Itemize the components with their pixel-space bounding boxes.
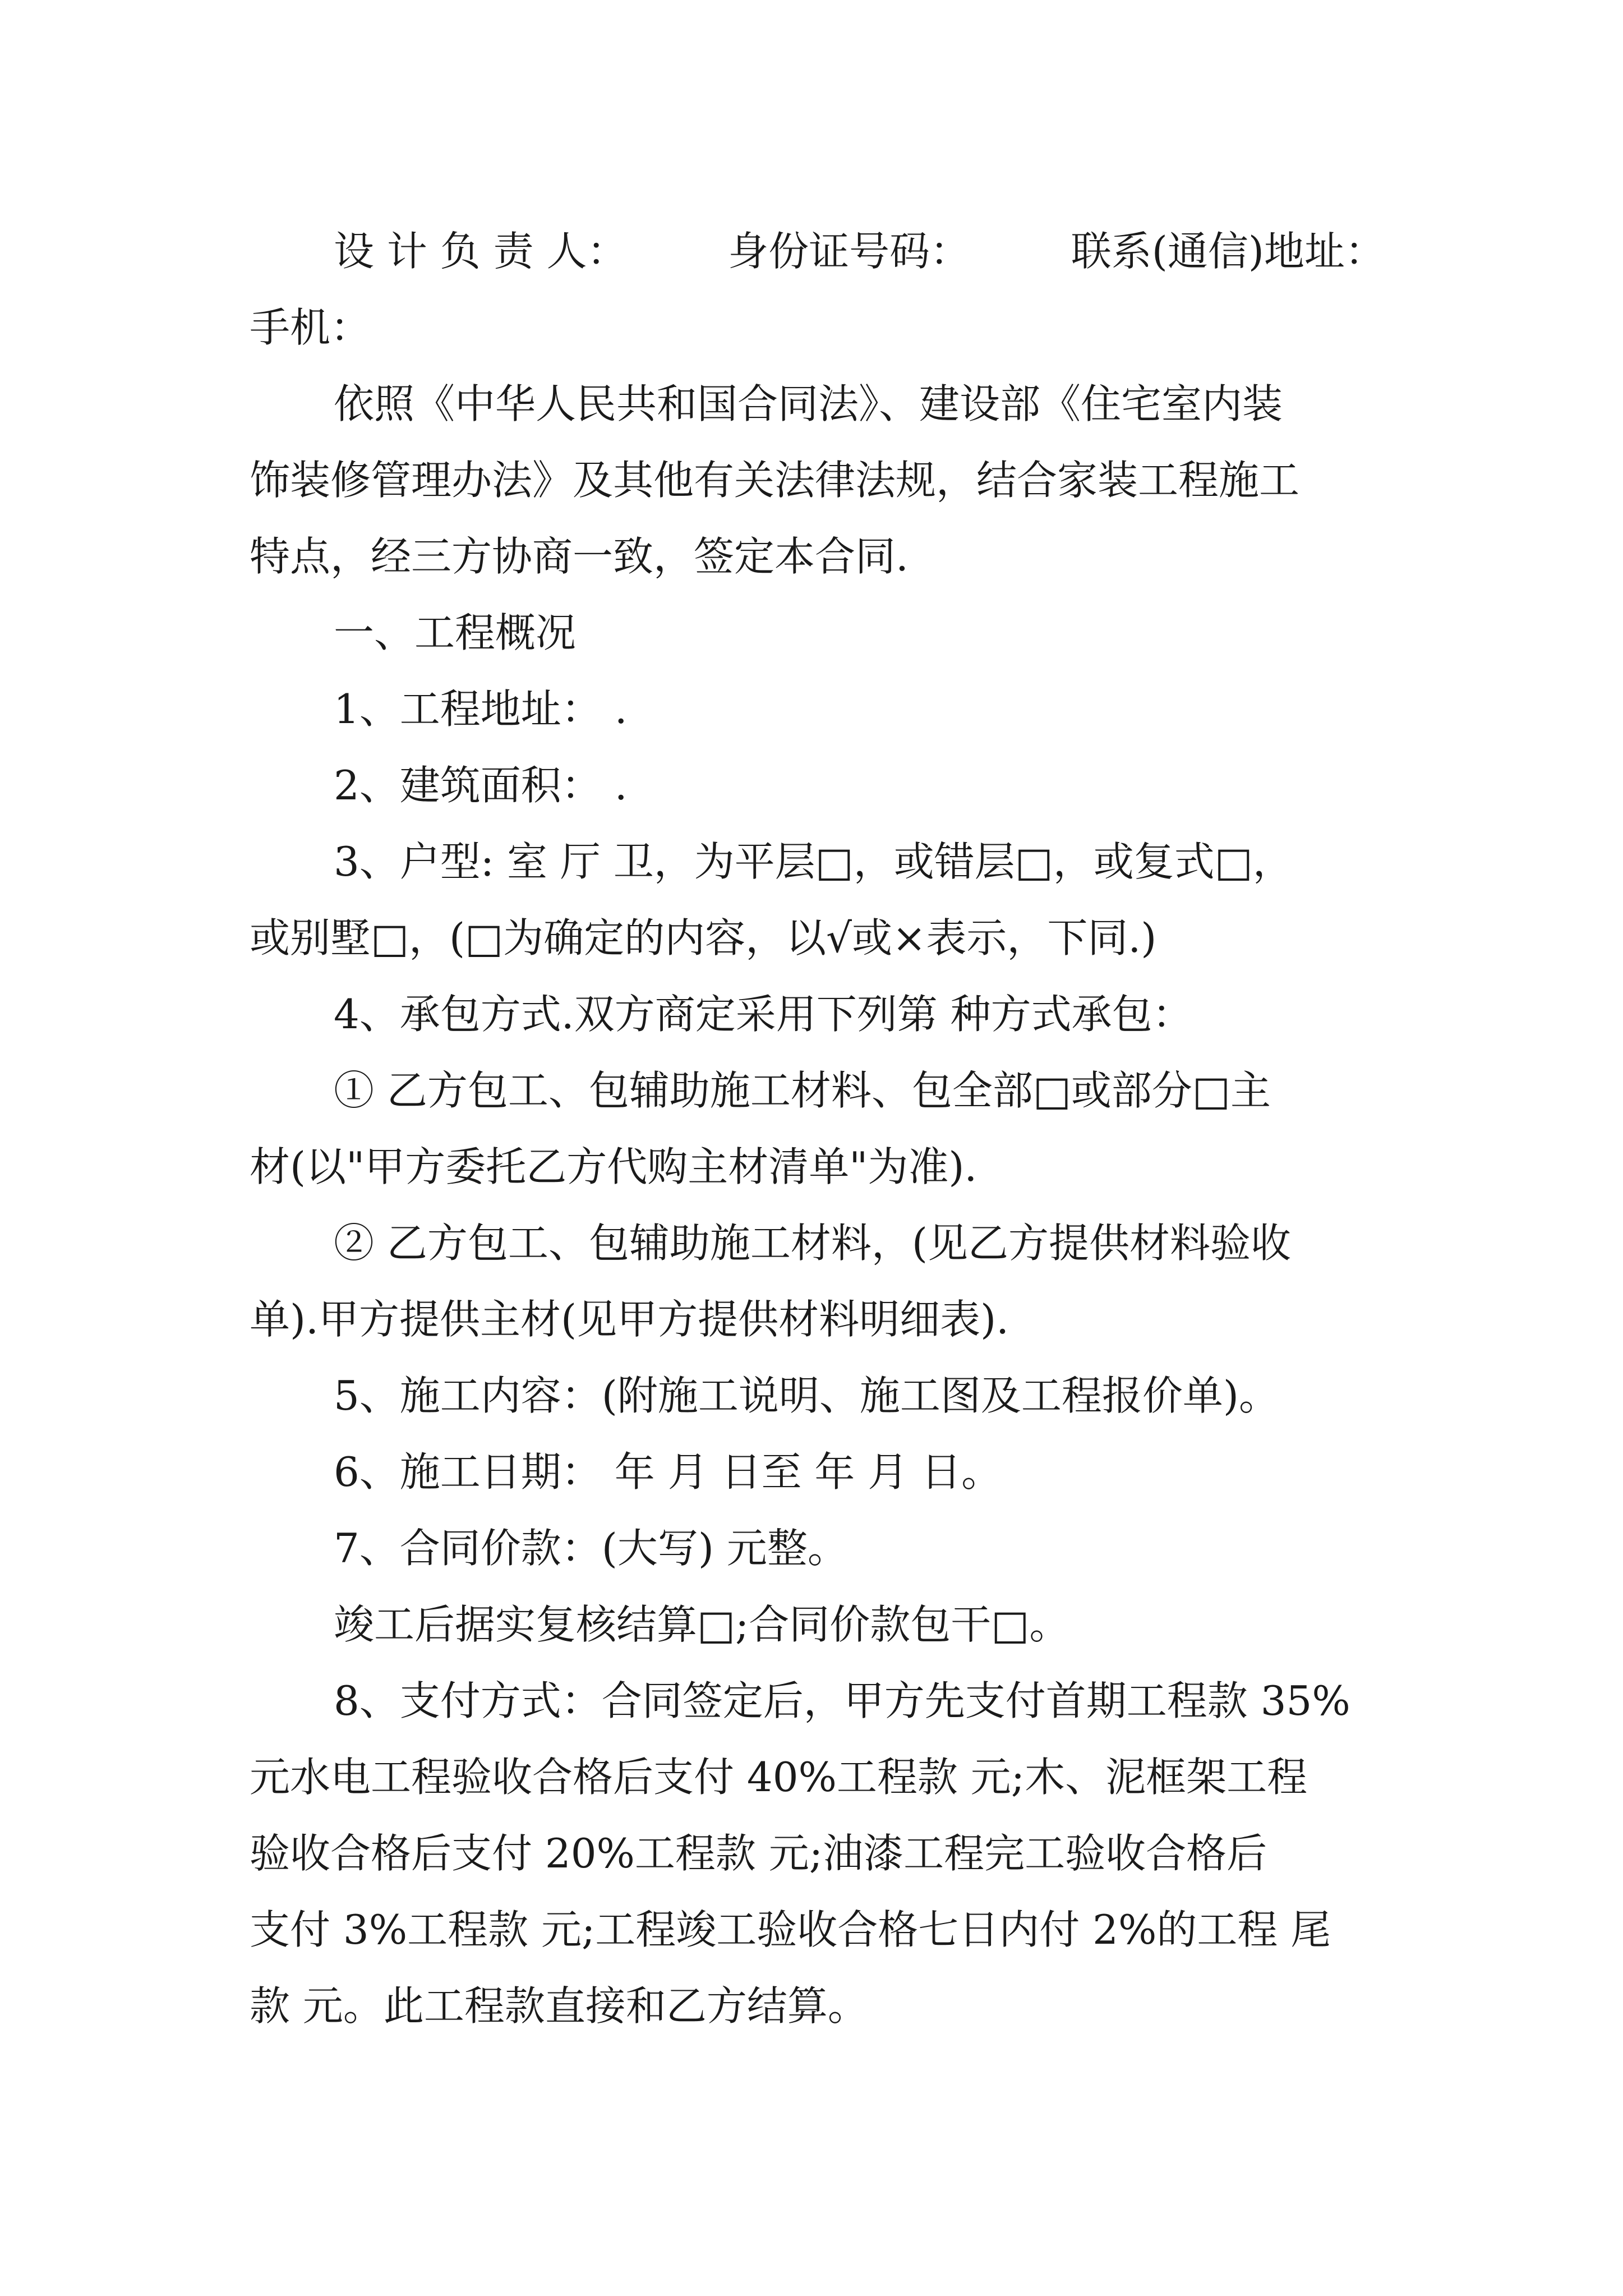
contact-header-line [250, 213, 1385, 289]
option-one-cont: 材(以"甲方委托乙方代购主材清单"为准). [250, 1143, 978, 1190]
item-payment-method: 8、支付方式：合同签定后，甲方先支付首期工程款 35% [334, 1677, 1350, 1724]
item-payment-method-cont: 验收合格后支付 20%工程款 元;油漆工程完工验收合格后 [250, 1830, 1267, 1877]
preamble-line: 特点，经三方协商一致，签定本合同. [250, 533, 909, 580]
item-payment-method-cont: 支付 3%工程款 元;工程竣工验收合格七日内付 2%的工程 尾 [250, 1906, 1331, 1953]
option-one: ① 乙方包工、包辅助施工材料、包全部□或部分□主 [334, 1067, 1271, 1114]
option-two-cont: 单).甲方提供主材(见甲方提供材料明细表). [250, 1296, 1009, 1343]
item-settlement: 竣工后据实复核结算□;合同价款包干□。 [334, 1601, 1070, 1648]
item-contract-price: 7、合同价款：(大写) 元整。 [334, 1525, 848, 1572]
item-building-area: 2、建筑面积： . [334, 762, 628, 809]
document-page [250, 213, 1385, 2044]
item-house-type: 3、户型: 室 厅 卫，为平层□，或错层□，或复式□， [334, 838, 1293, 885]
designer-label: 设 计 负 责 人： [334, 228, 628, 275]
phone-label: 手机： [250, 304, 371, 351]
preamble-paragraph [250, 366, 1385, 595]
item-house-type-cont: 或别墅□，(□为确定的内容，以√或×表示，下同.) [250, 914, 1157, 961]
item-construction-date: 6、施工日期： 年 月 日至 年 月 日。 [334, 1448, 1002, 1496]
address-label: 联系(通信)地址： [1071, 228, 1385, 275]
preamble-line: 依照《中华人民共和国合同法》、建设部《住宅室内装 [334, 380, 1283, 427]
item-payment-method-cont: 款 元。此工程款直接和乙方结算。 [250, 1982, 868, 2030]
preamble-line: 饰装修管理办法》及其他有关法律法规，结合家装工程施工 [250, 457, 1300, 504]
option-two: ② 乙方包工、包辅助施工材料，(见乙方提供材料验收 [334, 1220, 1291, 1267]
section-title: 一、工程概况 [334, 609, 577, 656]
item-project-address: 1、工程地址： . [334, 685, 628, 733]
item-construction-content: 5、施工内容：(附施工说明、施工图及工程报价单)。 [334, 1372, 1279, 1419]
id-number-label: 身份证号码： [728, 228, 971, 275]
item-contract-method: 4、承包方式.双方商定采用下列第 种方式承包： [334, 991, 1193, 1038]
item-payment-method-cont: 元水电工程验收合格后支付 40%工程款 元;木、泥框架工程 [250, 1754, 1308, 1801]
